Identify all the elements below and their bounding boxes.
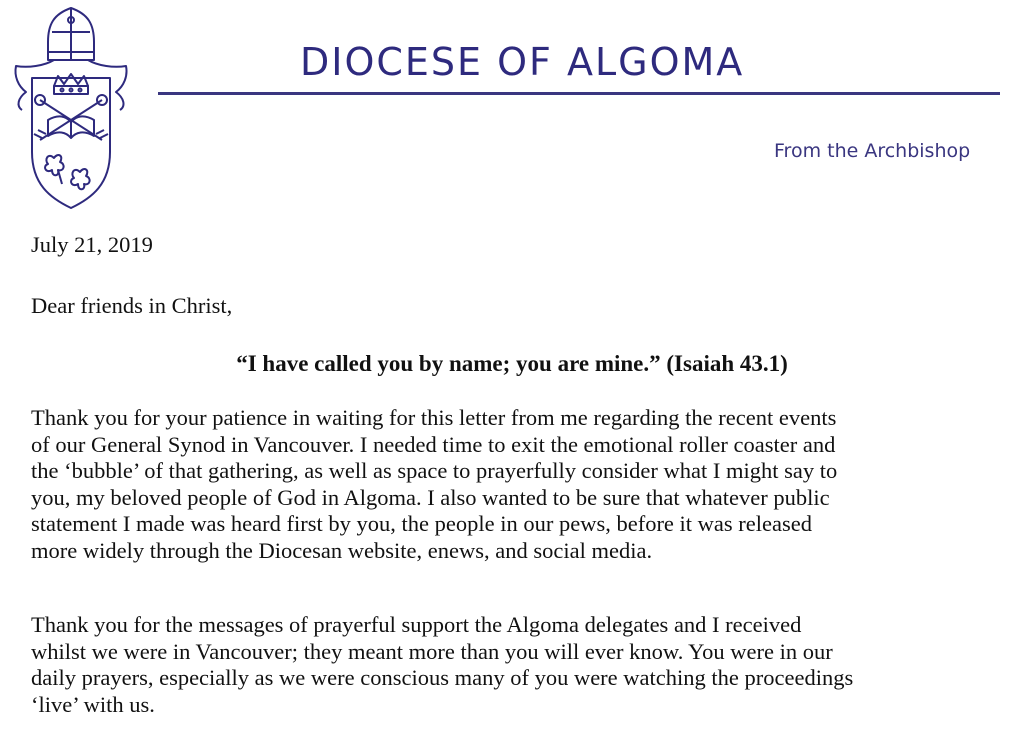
letterhead-title: DIOCESE OF ALGOMA <box>300 40 745 84</box>
paragraph-line: you, my beloved people of God in Algoma. I also wanted to be sure that whatever public <box>31 484 830 510</box>
paragraph-2 <box>31 612 1011 718</box>
paragraph-line: of our General Synod in Vancouver. I needed time to exit the emotional roller coaster and <box>31 431 836 457</box>
paragraph-line: the ‘bubble’ of that gathering, as well as space to prayerfully consider what I might say to <box>31 458 838 483</box>
paragraph-line: Thank you for your patience in waiting for this letter from me regarding the recent events <box>31 405 837 430</box>
paragraph-line: Thank you for the messages of prayerful support the Algoma delegates and I received <box>31 612 802 637</box>
paragraph-line: whilst we were in Vancouver; they meant more than you will ever know. You were in our <box>31 638 833 664</box>
letter-date: July 21, 2019 <box>31 232 153 257</box>
paragraph-line: daily prayers, especially as we were conscious many of you were watching the proceedings <box>31 665 854 690</box>
paragraph-line: more widely through the Diocesan website, enews, and social media. <box>31 537 653 563</box>
paragraph-line: ‘live’ with us. <box>31 691 155 717</box>
diocesan-coat-of-arms-icon <box>4 2 138 214</box>
paragraph-1 <box>31 405 1011 564</box>
letterhead-subtitle: From the Archbishop <box>774 140 971 162</box>
letterhead-rule <box>158 92 1000 95</box>
paragraph-line: statement I made was heard first by you, the people in our pews, before it was released <box>31 511 812 536</box>
letter-salutation: Dear friends in Christ, <box>31 293 233 318</box>
scripture-quote: “I have called you by name; you are mine.” (Isaiah 43.1) <box>236 351 788 376</box>
